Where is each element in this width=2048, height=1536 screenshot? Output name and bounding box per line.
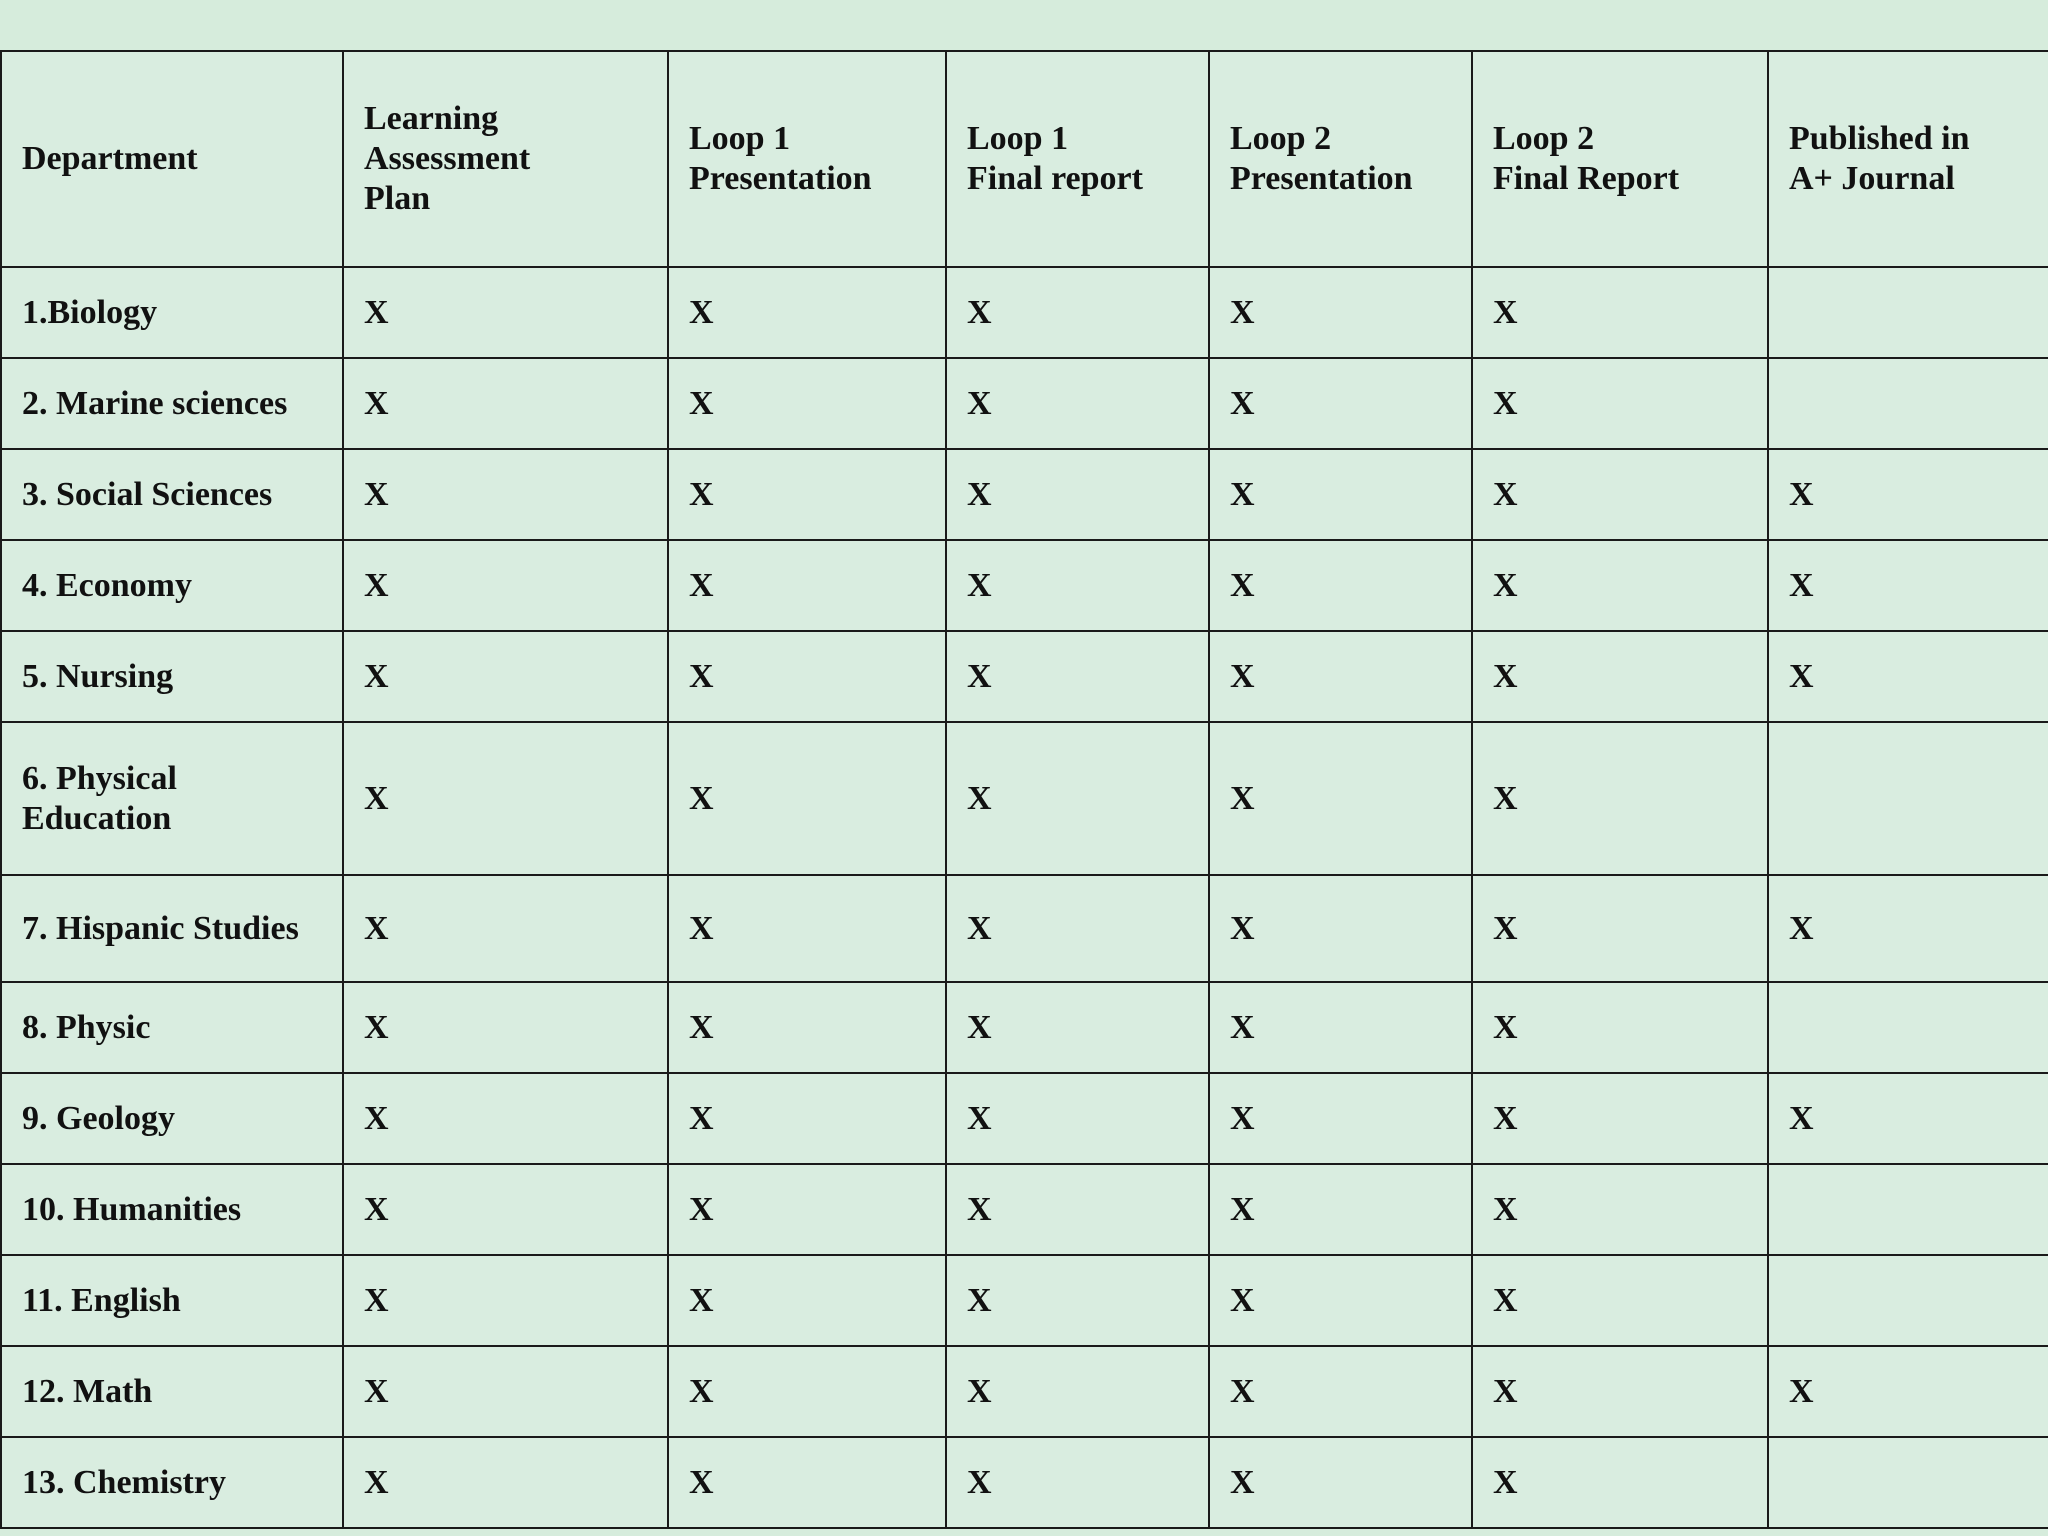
completion-mark: X: [1230, 1099, 1255, 1137]
completion-mark: X: [1230, 384, 1255, 422]
status-cell: [1472, 722, 1768, 875]
table-row: [1, 540, 2048, 631]
department-name: 6. Physical Education: [22, 759, 177, 837]
status-cell: [1209, 1437, 1472, 1528]
department-cell: [1, 1437, 343, 1528]
completion-mark: X: [967, 293, 992, 331]
status-cell: [343, 722, 668, 875]
completion-mark: X: [967, 1099, 992, 1137]
status-cell: [1768, 631, 2048, 722]
table-row: [1, 1164, 2048, 1255]
status-cell: [343, 875, 668, 982]
status-cell: [1768, 875, 2048, 982]
completion-mark: X: [364, 1008, 389, 1046]
completion-mark: X: [689, 1008, 714, 1046]
status-cell: [946, 358, 1209, 449]
table-row: [1, 722, 2048, 875]
status-cell: [343, 1164, 668, 1255]
completion-mark: X: [967, 566, 992, 604]
status-cell: [1472, 982, 1768, 1073]
department-cell: [1, 540, 343, 631]
status-cell: [946, 722, 1209, 875]
header-loop1-presentation: [668, 51, 946, 267]
status-cell: [668, 267, 946, 358]
status-cell: [1768, 540, 2048, 631]
table-row: [1, 875, 2048, 982]
status-cell: [1768, 1255, 2048, 1346]
completion-mark: X: [967, 1372, 992, 1410]
status-cell: [668, 1255, 946, 1346]
status-cell: [343, 1255, 668, 1346]
header-label: Loop 2 Final Report: [1493, 120, 1680, 197]
status-cell: [1472, 267, 1768, 358]
status-cell: [1209, 631, 1472, 722]
status-cell: [343, 267, 668, 358]
table-row: [1, 631, 2048, 722]
completion-mark: X: [689, 1190, 714, 1228]
completion-mark: X: [1789, 475, 1814, 513]
status-cell: [1472, 358, 1768, 449]
department-cell: [1, 1073, 343, 1164]
status-cell: [1768, 267, 2048, 358]
department-cell: [1, 1255, 343, 1346]
header-department: [1, 51, 343, 267]
status-cell: [343, 631, 668, 722]
status-cell: [343, 982, 668, 1073]
status-cell: [946, 1437, 1209, 1528]
status-cell: [668, 358, 946, 449]
completion-mark: X: [364, 293, 389, 331]
completion-mark: X: [689, 1463, 714, 1501]
department-cell: [1, 449, 343, 540]
completion-mark: X: [364, 1463, 389, 1501]
status-cell: [343, 449, 668, 540]
status-cell: [1768, 358, 2048, 449]
header-label: Loop 1 Presentation: [689, 120, 872, 197]
completion-mark: X: [967, 657, 992, 695]
status-cell: [668, 631, 946, 722]
completion-mark: X: [689, 384, 714, 422]
status-cell: [668, 1073, 946, 1164]
completion-mark: X: [1493, 1008, 1518, 1046]
department-name: 10. Humanities: [22, 1190, 242, 1228]
completion-mark: X: [689, 293, 714, 331]
completion-mark: X: [1230, 475, 1255, 513]
completion-mark: X: [364, 1372, 389, 1410]
status-cell: [668, 875, 946, 982]
header-label: Loop 1 Final report: [967, 120, 1143, 197]
completion-mark: X: [1230, 1281, 1255, 1319]
completion-mark: X: [364, 1281, 389, 1319]
department-name: 12. Math: [22, 1372, 153, 1410]
completion-mark: X: [1789, 657, 1814, 695]
status-cell: [668, 449, 946, 540]
completion-mark: X: [689, 1372, 714, 1410]
department-name: 3. Social Sciences: [22, 475, 273, 513]
status-cell: [1768, 1437, 2048, 1528]
table-row: [1, 358, 2048, 449]
department-cell: [1, 982, 343, 1073]
header-loop2-presentation: [1209, 51, 1472, 267]
completion-mark: X: [1230, 1372, 1255, 1410]
status-cell: [946, 1073, 1209, 1164]
completion-mark: X: [1230, 1008, 1255, 1046]
completion-mark: X: [1493, 657, 1518, 695]
status-cell: [1209, 1164, 1472, 1255]
department-name: 4. Economy: [22, 566, 192, 604]
completion-mark: X: [1493, 293, 1518, 331]
header-label: Department: [22, 140, 198, 177]
completion-mark: X: [689, 566, 714, 604]
department-cell: [1, 267, 343, 358]
status-cell: [1472, 1164, 1768, 1255]
completion-mark: X: [364, 1099, 389, 1137]
status-cell: [1472, 1437, 1768, 1528]
completion-mark: X: [1493, 909, 1518, 947]
department-cell: [1, 358, 343, 449]
header-row: [1, 51, 2048, 267]
department-cell: [1, 875, 343, 982]
completion-mark: X: [1789, 1099, 1814, 1137]
table-row: [1, 1073, 2048, 1164]
department-cell: [1, 722, 343, 875]
status-cell: [1768, 1073, 2048, 1164]
status-cell: [1768, 722, 2048, 875]
status-cell: [1209, 267, 1472, 358]
status-cell: [1768, 1164, 2048, 1255]
status-cell: [946, 540, 1209, 631]
table-row: [1, 982, 2048, 1073]
status-cell: [1768, 982, 2048, 1073]
status-cell: [343, 540, 668, 631]
completion-mark: X: [967, 1190, 992, 1228]
completion-mark: X: [364, 475, 389, 513]
status-cell: [946, 267, 1209, 358]
status-cell: [946, 875, 1209, 982]
department-name: 9. Geology: [22, 1099, 175, 1137]
department-name: 11. English: [22, 1281, 181, 1319]
status-cell: [1768, 449, 2048, 540]
table-row: [1, 1346, 2048, 1437]
status-cell: [946, 1255, 1209, 1346]
department-name: 1.Biology: [22, 293, 158, 331]
status-cell: [1472, 1255, 1768, 1346]
status-cell: [1209, 358, 1472, 449]
status-cell: [1472, 1073, 1768, 1164]
completion-mark: X: [689, 779, 714, 817]
status-cell: [668, 1346, 946, 1437]
table-row: [1, 1437, 2048, 1528]
status-cell: [1209, 875, 1472, 982]
completion-mark: X: [1230, 566, 1255, 604]
status-cell: [946, 631, 1209, 722]
status-cell: [668, 540, 946, 631]
header-label: Published in A+ Journal: [1789, 120, 1970, 197]
department-cell: [1, 1346, 343, 1437]
department-name: 2. Marine sciences: [22, 384, 288, 422]
status-cell: [1209, 1255, 1472, 1346]
completion-mark: X: [1493, 475, 1518, 513]
completion-mark: X: [364, 909, 389, 947]
completion-mark: X: [364, 779, 389, 817]
status-cell: [668, 1437, 946, 1528]
completion-mark: X: [1493, 1372, 1518, 1410]
table-row: [1, 267, 2048, 358]
completion-mark: X: [967, 779, 992, 817]
status-cell: [946, 449, 1209, 540]
status-cell: [1472, 540, 1768, 631]
header-label: Learning Assessment Plan: [364, 100, 531, 217]
status-cell: [1768, 1346, 2048, 1437]
completion-mark: X: [689, 475, 714, 513]
completion-mark: X: [1493, 1281, 1518, 1319]
status-cell: [343, 1346, 668, 1437]
status-cell: [1472, 631, 1768, 722]
header-label: Loop 2 Presentation: [1230, 120, 1413, 197]
status-cell: [668, 982, 946, 1073]
department-name: 8. Physic: [22, 1008, 151, 1046]
completion-mark: X: [967, 475, 992, 513]
status-cell: [1209, 1346, 1472, 1437]
completion-mark: X: [1493, 779, 1518, 817]
completion-mark: X: [1230, 1463, 1255, 1501]
table-row: [1, 449, 2048, 540]
status-cell: [1209, 982, 1472, 1073]
status-cell: [343, 358, 668, 449]
completion-mark: X: [1230, 909, 1255, 947]
completion-mark: X: [1789, 566, 1814, 604]
status-cell: [1472, 1346, 1768, 1437]
completion-mark: X: [364, 1190, 389, 1228]
status-cell: [1472, 449, 1768, 540]
assessment-table: [0, 50, 2048, 1529]
status-cell: [343, 1073, 668, 1164]
completion-mark: X: [1493, 566, 1518, 604]
completion-mark: X: [967, 384, 992, 422]
status-cell: [946, 982, 1209, 1073]
header-loop1-final-report: [946, 51, 1209, 267]
department-cell: [1, 1164, 343, 1255]
department-name: 5. Nursing: [22, 657, 174, 695]
table-body: [1, 267, 2048, 1528]
table-row: [1, 1255, 2048, 1346]
completion-mark: X: [689, 657, 714, 695]
completion-mark: X: [1230, 779, 1255, 817]
completion-mark: X: [364, 384, 389, 422]
department-name: 7. Hispanic Studies: [22, 909, 299, 947]
completion-mark: X: [364, 566, 389, 604]
completion-mark: X: [1230, 657, 1255, 695]
header-loop2-final-report: [1472, 51, 1768, 267]
department-cell: [1, 631, 343, 722]
status-cell: [946, 1346, 1209, 1437]
status-cell: [668, 1164, 946, 1255]
status-cell: [1209, 722, 1472, 875]
status-cell: [668, 722, 946, 875]
completion-mark: X: [1493, 384, 1518, 422]
completion-mark: X: [967, 1463, 992, 1501]
completion-mark: X: [364, 657, 389, 695]
completion-mark: X: [967, 1281, 992, 1319]
department-name: 13. Chemistry: [22, 1463, 226, 1501]
completion-mark: X: [1493, 1099, 1518, 1137]
status-cell: [1209, 540, 1472, 631]
header-learning-assessment-plan: [343, 51, 668, 267]
completion-mark: X: [967, 1008, 992, 1046]
completion-mark: X: [1230, 293, 1255, 331]
completion-mark: X: [689, 1099, 714, 1137]
completion-mark: X: [1789, 1372, 1814, 1410]
completion-mark: X: [967, 909, 992, 947]
status-cell: [946, 1164, 1209, 1255]
completion-mark: X: [1230, 1190, 1255, 1228]
completion-mark: X: [689, 909, 714, 947]
completion-mark: X: [1493, 1463, 1518, 1501]
status-cell: [343, 1437, 668, 1528]
completion-mark: X: [1493, 1190, 1518, 1228]
header-published-journal: [1768, 51, 2048, 267]
status-cell: [1209, 449, 1472, 540]
completion-mark: X: [1789, 909, 1814, 947]
status-cell: [1472, 875, 1768, 982]
status-cell: [1209, 1073, 1472, 1164]
completion-mark: X: [689, 1281, 714, 1319]
